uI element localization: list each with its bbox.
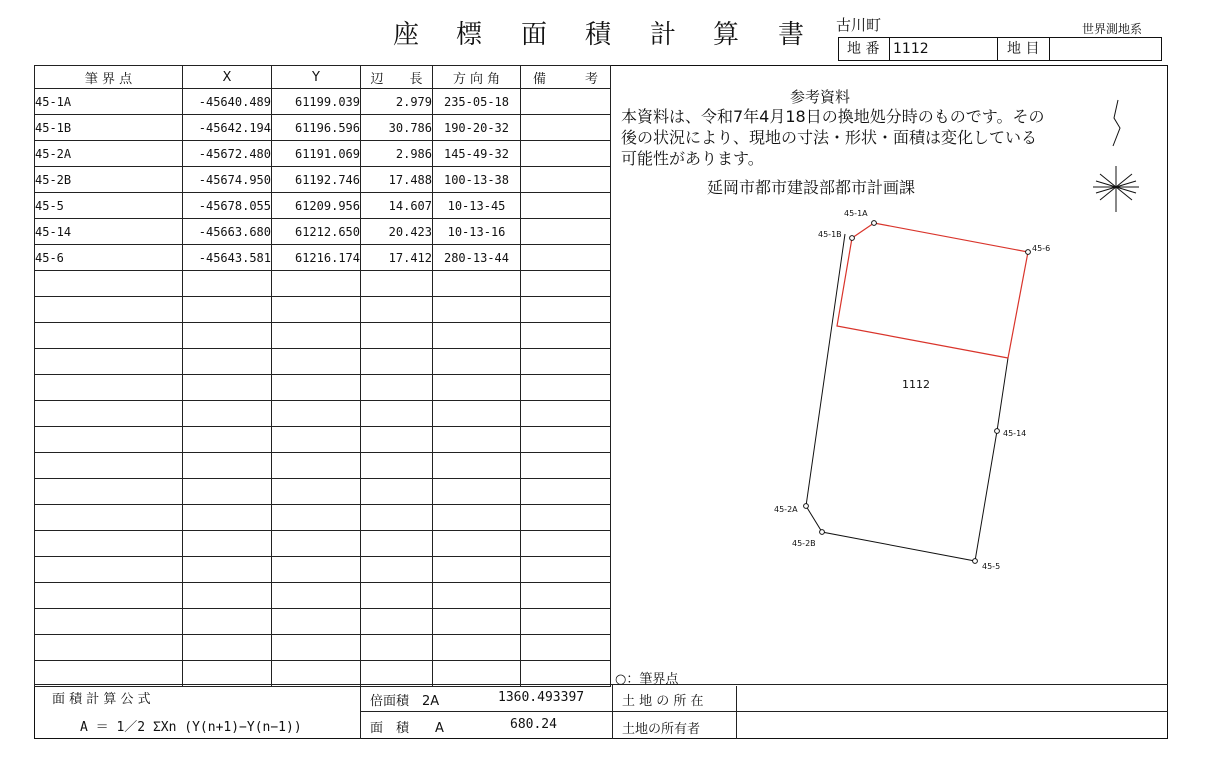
table-row bbox=[35, 479, 611, 505]
point-cell bbox=[35, 323, 183, 349]
angle-cell: 190-20-32 bbox=[433, 115, 521, 141]
coordinate-table bbox=[34, 65, 611, 687]
angle-cell bbox=[433, 453, 521, 479]
point-label: 45-14 bbox=[1003, 429, 1027, 438]
point-cell bbox=[35, 583, 183, 609]
table-row bbox=[35, 583, 611, 609]
y-cell: 61191.069 bbox=[272, 141, 361, 167]
table-row bbox=[35, 167, 611, 193]
header-y: Y bbox=[272, 66, 361, 89]
reference-body: 本資料は、令和7年4月18日の換地処分時のものです。その後の状況により、現地の寸法・形状・面積は変化している可能性があります。 bbox=[621, 107, 1045, 168]
length-cell bbox=[361, 583, 433, 609]
boundary-point bbox=[850, 236, 855, 241]
note-cell bbox=[521, 479, 611, 505]
note-cell bbox=[521, 427, 611, 453]
length-cell bbox=[361, 453, 433, 479]
length-cell bbox=[361, 661, 433, 687]
table-row bbox=[35, 245, 611, 271]
x-cell: -45674.950 bbox=[183, 167, 272, 193]
x-cell bbox=[183, 323, 272, 349]
header-note: 備 考 bbox=[521, 66, 611, 89]
length-cell: 2.986 bbox=[361, 141, 433, 167]
title-char: 標 bbox=[456, 20, 483, 50]
angle-cell bbox=[433, 427, 521, 453]
x-cell: -45672.480 bbox=[183, 141, 272, 167]
boundary-point bbox=[804, 504, 809, 509]
lot-label: 地 番 bbox=[847, 41, 880, 57]
double-area-value: 1360.493397 bbox=[498, 690, 585, 705]
note-cell bbox=[521, 323, 611, 349]
y-cell bbox=[272, 323, 361, 349]
y-cell bbox=[272, 479, 361, 505]
note-cell bbox=[521, 141, 611, 167]
note-cell bbox=[521, 583, 611, 609]
point-label: 45-2B bbox=[792, 539, 816, 548]
angle-cell bbox=[433, 557, 521, 583]
coordinate-system: 世界測地系 bbox=[1082, 22, 1143, 36]
table-row bbox=[35, 349, 611, 375]
angle-cell bbox=[433, 479, 521, 505]
x-cell: -45643.581 bbox=[183, 245, 272, 271]
boundary-point bbox=[995, 429, 1000, 434]
angle-cell bbox=[433, 609, 521, 635]
angle-cell bbox=[433, 297, 521, 323]
table-row bbox=[35, 141, 611, 167]
length-cell bbox=[361, 479, 433, 505]
x-cell bbox=[183, 635, 272, 661]
table-row bbox=[35, 635, 611, 661]
note-cell bbox=[521, 635, 611, 661]
y-cell bbox=[272, 349, 361, 375]
length-cell bbox=[361, 609, 433, 635]
note-cell bbox=[521, 609, 611, 635]
angle-cell: 235-05-18 bbox=[433, 89, 521, 115]
area-value: 680.24 bbox=[510, 717, 557, 732]
y-cell bbox=[272, 297, 361, 323]
point-cell bbox=[35, 635, 183, 661]
length-cell bbox=[361, 557, 433, 583]
angle-cell bbox=[433, 323, 521, 349]
boundary-point bbox=[973, 559, 978, 564]
point-cell: 45-1A bbox=[35, 89, 183, 115]
point-cell: 45-14 bbox=[35, 219, 183, 245]
angle-cell bbox=[433, 531, 521, 557]
x-cell bbox=[183, 583, 272, 609]
point-label: 45-1A bbox=[844, 209, 868, 218]
parcel-info-box bbox=[838, 37, 1162, 61]
note-cell bbox=[521, 167, 611, 193]
table-row bbox=[35, 271, 611, 297]
table-row bbox=[35, 193, 611, 219]
note-cell bbox=[521, 557, 611, 583]
angle-cell bbox=[433, 635, 521, 661]
point-cell bbox=[35, 609, 183, 635]
point-cell: 45-2B bbox=[35, 167, 183, 193]
point-label: 45-5 bbox=[982, 562, 1001, 571]
length-cell bbox=[361, 323, 433, 349]
note-cell bbox=[521, 297, 611, 323]
boundary-point bbox=[872, 221, 877, 226]
x-cell bbox=[183, 557, 272, 583]
point-cell bbox=[35, 661, 183, 687]
length-cell: 2.979 bbox=[361, 89, 433, 115]
north-arrow-icon bbox=[1093, 100, 1139, 212]
table-row bbox=[35, 505, 611, 531]
header-angle: 方 向 角 bbox=[433, 66, 521, 89]
angle-cell bbox=[433, 349, 521, 375]
y-cell: 61212.650 bbox=[272, 219, 361, 245]
point-cell bbox=[35, 531, 183, 557]
length-cell: 17.412 bbox=[361, 245, 433, 271]
note-cell bbox=[521, 219, 611, 245]
table-row bbox=[35, 453, 611, 479]
reference-title: 参考資料 bbox=[790, 88, 851, 106]
x-cell bbox=[183, 427, 272, 453]
point-cell: 45-6 bbox=[35, 245, 183, 271]
x-cell: -45678.055 bbox=[183, 193, 272, 219]
point-label: 45-6 bbox=[1032, 244, 1051, 253]
highlight-area bbox=[837, 223, 1028, 358]
table-row bbox=[35, 115, 611, 141]
y-cell bbox=[272, 583, 361, 609]
point-cell bbox=[35, 427, 183, 453]
note-cell bbox=[521, 245, 611, 271]
owner-label: 土地の所有者 bbox=[622, 722, 701, 737]
angle-cell bbox=[433, 401, 521, 427]
point-cell bbox=[35, 479, 183, 505]
note-cell bbox=[521, 349, 611, 375]
point-cell: 45-1B bbox=[35, 115, 183, 141]
length-cell: 30.786 bbox=[361, 115, 433, 141]
reference-org: 延岡市都市建設部都市計画課 bbox=[707, 178, 916, 197]
x-cell bbox=[183, 609, 272, 635]
angle-cell bbox=[433, 661, 521, 687]
length-cell bbox=[361, 635, 433, 661]
x-cell bbox=[183, 531, 272, 557]
title-char: 算 bbox=[713, 20, 740, 50]
length-cell: 20.423 bbox=[361, 219, 433, 245]
title-char: 座 bbox=[393, 20, 420, 50]
x-cell bbox=[183, 479, 272, 505]
x-cell: -45642.194 bbox=[183, 115, 272, 141]
table-row bbox=[35, 323, 611, 349]
note-cell bbox=[521, 115, 611, 141]
length-cell: 14.607 bbox=[361, 193, 433, 219]
location-label: 土 地 の 所 在 bbox=[622, 694, 704, 709]
y-cell: 61209.956 bbox=[272, 193, 361, 219]
angle-cell bbox=[433, 271, 521, 297]
length-cell bbox=[361, 297, 433, 323]
x-cell bbox=[183, 661, 272, 687]
y-cell bbox=[272, 505, 361, 531]
header-length: 辺 長 bbox=[361, 66, 433, 89]
lot-number: 1112 bbox=[893, 41, 929, 57]
point-cell bbox=[35, 297, 183, 323]
y-cell bbox=[272, 401, 361, 427]
y-cell: 61216.174 bbox=[272, 245, 361, 271]
table-row bbox=[35, 219, 611, 245]
y-cell bbox=[272, 453, 361, 479]
parcel-outline bbox=[806, 234, 1008, 561]
table-row bbox=[35, 531, 611, 557]
note-cell bbox=[521, 89, 611, 115]
x-cell: -45640.489 bbox=[183, 89, 272, 115]
angle-cell bbox=[433, 583, 521, 609]
point-cell bbox=[35, 271, 183, 297]
point-cell bbox=[35, 349, 183, 375]
y-cell: 61192.746 bbox=[272, 167, 361, 193]
table-row bbox=[35, 401, 611, 427]
length-cell bbox=[361, 427, 433, 453]
header-point: 筆 界 点 bbox=[35, 66, 183, 89]
title-char: 面 bbox=[521, 20, 548, 50]
note-cell bbox=[521, 375, 611, 401]
angle-cell: 280-13-44 bbox=[433, 245, 521, 271]
point-label: 45-1B bbox=[818, 230, 842, 239]
x-cell bbox=[183, 349, 272, 375]
angle-cell: 10-13-45 bbox=[433, 193, 521, 219]
length-cell bbox=[361, 505, 433, 531]
category-label: 地 目 bbox=[1007, 41, 1040, 57]
y-cell bbox=[272, 271, 361, 297]
note-cell bbox=[521, 401, 611, 427]
x-cell bbox=[183, 401, 272, 427]
y-cell bbox=[272, 609, 361, 635]
title-char: 計 bbox=[650, 20, 677, 50]
note-cell bbox=[521, 505, 611, 531]
header-x: X bbox=[183, 66, 272, 89]
length-cell bbox=[361, 401, 433, 427]
angle-cell bbox=[433, 375, 521, 401]
note-cell bbox=[521, 271, 611, 297]
note-cell bbox=[521, 531, 611, 557]
y-cell: 61196.596 bbox=[272, 115, 361, 141]
x-cell bbox=[183, 453, 272, 479]
title-char: 書 bbox=[778, 20, 805, 50]
angle-cell: 145-49-32 bbox=[433, 141, 521, 167]
title-char: 積 bbox=[585, 20, 612, 50]
table-row bbox=[35, 89, 611, 115]
map-legend: ○：筆界点 bbox=[615, 672, 679, 687]
boundary-point bbox=[1026, 250, 1031, 255]
x-cell bbox=[183, 505, 272, 531]
angle-cell bbox=[433, 505, 521, 531]
table-row bbox=[35, 297, 611, 323]
y-cell bbox=[272, 557, 361, 583]
point-cell bbox=[35, 505, 183, 531]
town-name: 古川町 bbox=[836, 16, 882, 34]
table-row bbox=[35, 661, 611, 687]
x-cell bbox=[183, 271, 272, 297]
formula-label: 面 積 計 算 公 式 bbox=[52, 692, 151, 707]
table-row bbox=[35, 557, 611, 583]
length-cell bbox=[361, 271, 433, 297]
x-cell: -45663.680 bbox=[183, 219, 272, 245]
double-area-label: 倍面積 2A bbox=[370, 694, 440, 709]
note-cell bbox=[521, 661, 611, 687]
point-cell bbox=[35, 401, 183, 427]
point-cell: 45-2A bbox=[35, 141, 183, 167]
length-cell bbox=[361, 531, 433, 557]
parcel-map bbox=[600, 66, 1165, 686]
angle-cell: 100-13-38 bbox=[433, 167, 521, 193]
area-label: 面 積 A bbox=[370, 721, 444, 736]
note-cell bbox=[521, 453, 611, 479]
point-label: 45-2A bbox=[774, 505, 798, 514]
x-cell bbox=[183, 297, 272, 323]
formula-expression: A ＝ 1／2 ΣXn (Y(n+1)−Y(n−1)) bbox=[80, 720, 302, 735]
y-cell bbox=[272, 531, 361, 557]
table-row bbox=[35, 375, 611, 401]
table-row bbox=[35, 609, 611, 635]
length-cell: 17.488 bbox=[361, 167, 433, 193]
boundary-point bbox=[820, 530, 825, 535]
x-cell bbox=[183, 375, 272, 401]
note-cell bbox=[521, 193, 611, 219]
point-cell bbox=[35, 557, 183, 583]
y-cell bbox=[272, 661, 361, 687]
y-cell bbox=[272, 427, 361, 453]
point-cell: 45-5 bbox=[35, 193, 183, 219]
length-cell bbox=[361, 375, 433, 401]
y-cell: 61199.039 bbox=[272, 89, 361, 115]
y-cell bbox=[272, 635, 361, 661]
y-cell bbox=[272, 375, 361, 401]
point-cell bbox=[35, 375, 183, 401]
angle-cell: 10-13-16 bbox=[433, 219, 521, 245]
length-cell bbox=[361, 349, 433, 375]
table-row bbox=[35, 427, 611, 453]
point-cell bbox=[35, 453, 183, 479]
parcel-number-label: 1112 bbox=[902, 378, 930, 391]
